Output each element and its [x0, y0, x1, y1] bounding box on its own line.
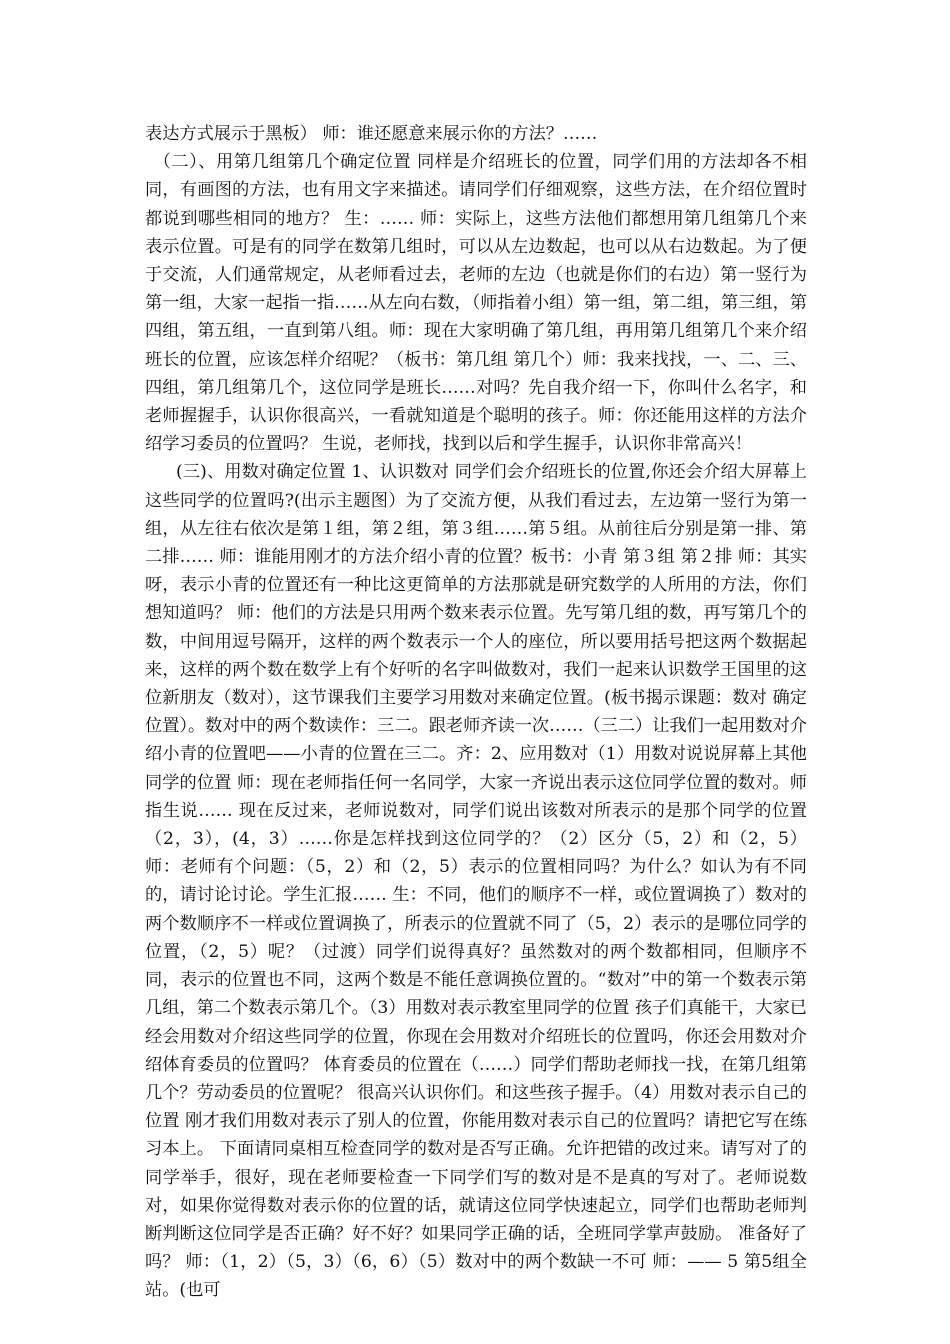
document-body	[145, 120, 807, 1305]
paragraph-section-two: （二）、用第几组第几个确定位置 同样是介绍班长的位置，同学们用的方法却各不相同，有画图的方法，也有用文字来描述。请同学们仔细观察，这些方法，在介绍位置时都说到哪些相同的地方？ 生：…… 师：实际上，这些方法他们都想用第几组第几个来表示位置。可是有的同学在数第几组时，可以从左边数起，也可以从右边数起。为了便于交流，人们通常规定，从老师看过去，老师的左边（也就是你们的右边）第一竖行为第一组，大家一起指一指……从左向右数，（师指着小组）第一组，第二组，第三组，第四组，第五组，一直到第八组。师：现在大家明确了第几组，再用第几组第几个来介绍班长的位置，应该怎样介绍呢？（板书：第几组 第几个）师：我来找找，一、二、三、四组，第几组第几个，这位同学是班长……对吗？先自我介绍一下，你叫什么名字，和老师握握手，认识你很高兴，一看就知道是个聪明的孩子。师：你还能用这样的方法介绍学习委员的位置吗？ 生说，老师找，找到以后和学生握手，认识你非常高兴！	[145, 152, 807, 455]
paragraph-section-three: (三)、用数对确定位置 1、认识数对 同学们会介绍班长的位置,你还会介绍大屏幕上这些同学的位置吗?(出示主题图）为了交流方便，从我们看过去，左边第一竖行为第一组，从左往右依次是第１组，第２组，第３组……第５组。从前往后分别是第一排、第二排…… 师：谁能用刚才的方法介绍小青的位置？板书：小青 第３组 第２排 师：其实呀，表示小青的位置还有一种比这更简单的方法那就是研究数学的人所用的方法，你们想知道吗？ 师：他们的方法是只用两个数来表示位置。先写第几组的数，再写第几个的数，中间用逗号隔开，这样的两个数表示一个人的座位，所以要用括号把这两个数据起来，这样的两个数在数学上有个好听的名字叫做数对，我们一起来认识数学王国里的这位新朋友（数对），这节课我们主要学习用数对来确定位置。(板书揭示课题：数对 确定位置）。数对中的两个数读作：三二。跟老师齐读一次……（三二）让我们一起用数对介绍小青的位置吧——小青的位置在三二。齐：2、应用数对（1）用数对说说屏幕上其他同学的位置 师：现在老师指任何一名同学，大家一齐说出表示这位同学位置的数对。师指生说…… 现在反过来，老师说数对，同学们说出该数对所表示的是那个同学的位置（2，3），(4，3）……你是怎样找到这位同学的？（2）区分（5，2）和（2，5）师：老师有个问题：（5，2）和（2，5）表示的位置相同吗？为什么？如认为有不同的，请讨论讨论。学生汇报…… 生：不同，他们的顺序不一样，或位置调换了）数对的两个数顺序不一样或位置调换了，所表示的位置就不同了（5，2）表示的是哪位同学的位置，（2，5）呢？（过渡）同学们说得真好？虽然数对的两个数都相同，但顺序不同，表示的位置也不同，这两个数是不能任意调换位置的。“数对”中的第一个数表示第几组，第二个数表示第几个。（3）用数对表示教室里同学的位置 孩子们真能干，大家已经会用数对介绍这些同学的位置，你现在会用数对介绍班长的位置吗，你还会用数对介绍体育委员的位置吗？ 体育委员的位置在（……）同学们帮助老师找一找，在第几组第几个？劳动委员的位置呢？ 很高兴认识你们。和这些孩子握手。（4）用数对表示自己的位置 刚才我们用数对表示了别人的位置，你能用数对表示自己的位置吗？请把它写在练习本上。 下面请同桌相互检查同学的数对是否写正确。允许把错的改过来。请写对了的同学举手，很好，现在老师要检查一下同学们写的数对是不是真的写对了。老师说数对，如果你觉得数对表示你的位置的话，就请这位同学快速起立，同学们也帮助老师判断判断这位同学是否正确？好不好？如果同学正确的话，全班同学掌声鼓励。 准备好了吗？ 师：（1，2）（5，3）（6，6）（5）数对中的两个数缺一不可 师：—— 5 第5组全站。(也可	[145, 462, 807, 1301]
paragraph-continuation: 表达方式展示于黑板） 师：谁还愿意来展示你的方法？……	[145, 124, 598, 144]
